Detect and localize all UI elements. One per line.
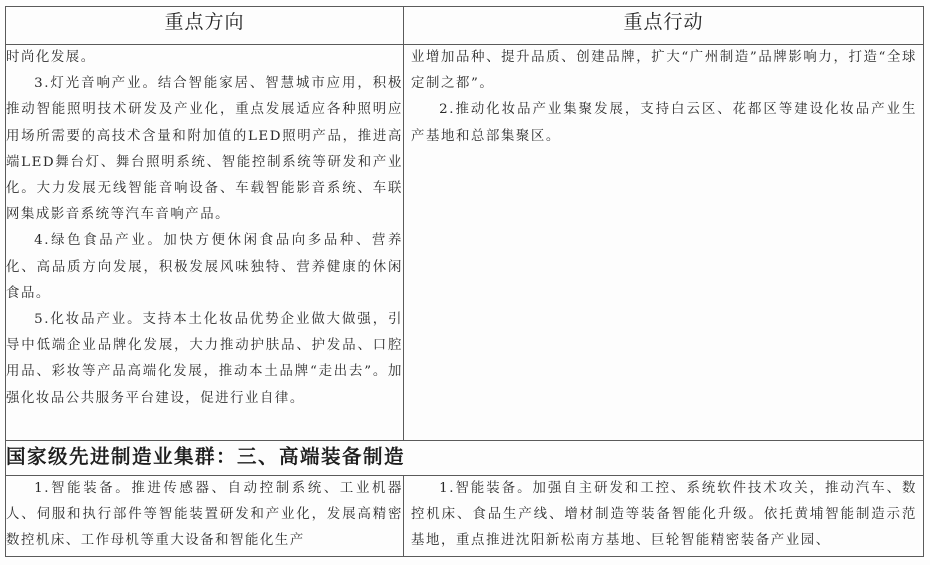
paragraph-green-food: 4.绿色食品产业。加快方便休闲食品向多品种、营养化、高品质方向发展，积极发展风味独特、营养健康的休闲食品。	[6, 233, 403, 301]
table-row	[6, 45, 924, 441]
header-row	[6, 7, 924, 45]
paragraph: 业增加品种、提升品质、创建品牌，扩大“广州制造”品牌影响力，打造“全球定制之都”。	[411, 50, 917, 92]
section-row	[6, 441, 924, 476]
section-title: 国家级先进制造业集群：三、高端装备制造	[6, 441, 924, 476]
header-key-directions: 重点方向	[6, 7, 404, 45]
actions-cell	[404, 476, 924, 557]
paragraph: 时尚化发展。	[6, 50, 96, 65]
paragraph-smart-equipment: 1.智能装备。推进传感器、自动控制系统、工业机器人、伺服和执行部件等智能装置研发和产业化，发展高精密数控机床、工作母机等重大设备和智能化生产	[6, 481, 403, 549]
paragraph-cosmetics-cluster: 2.推动化妆品产业集聚发展，支持白云区、花都区等建设化妆品产业生产基地和总部集聚区。	[411, 102, 917, 144]
header-key-actions: 重点行动	[404, 7, 924, 45]
table-row	[6, 476, 924, 557]
paragraph-lighting-audio: 3.灯光音响产业。结合智能家居、智慧城市应用，积极推动智能照明技术研发及产业化，重点发展适应各种照明应用场所需要的高技术含量和附加值的LED照明产品，推进高端LED舞台灯、舞台照明系统、智能控制系统等研发和产业化。大力发展无线智能音响设备、车载智能影音系统、车联网集成影音系统等汽车音响产品。	[6, 76, 403, 223]
paragraph-smart-equipment-action: 1.智能装备。加强自主研发和工控、系统软件技术攻关，推动汽车、数控机床、食品生产线、增材制造等装备智能化升级。依托黄埔智能制造示范基地，重点推进沈阳新松南方基地、巨轮智能精密装备产业园、	[411, 481, 917, 549]
directions-cell	[6, 476, 404, 557]
actions-cell	[404, 45, 924, 441]
plan-table	[5, 6, 924, 557]
paragraph-cosmetics: 5.化妆品产业。支持本土化妆品优势企业做大做强，引导中低端企业品牌化发展，大力推动护肤品、护发品、口腔用品、彩妆等产品高端化发展，推动本土品牌“走出去”。加强化妆品公共服务平台建设，促进行业自律。	[6, 312, 403, 406]
directions-cell	[6, 45, 404, 441]
